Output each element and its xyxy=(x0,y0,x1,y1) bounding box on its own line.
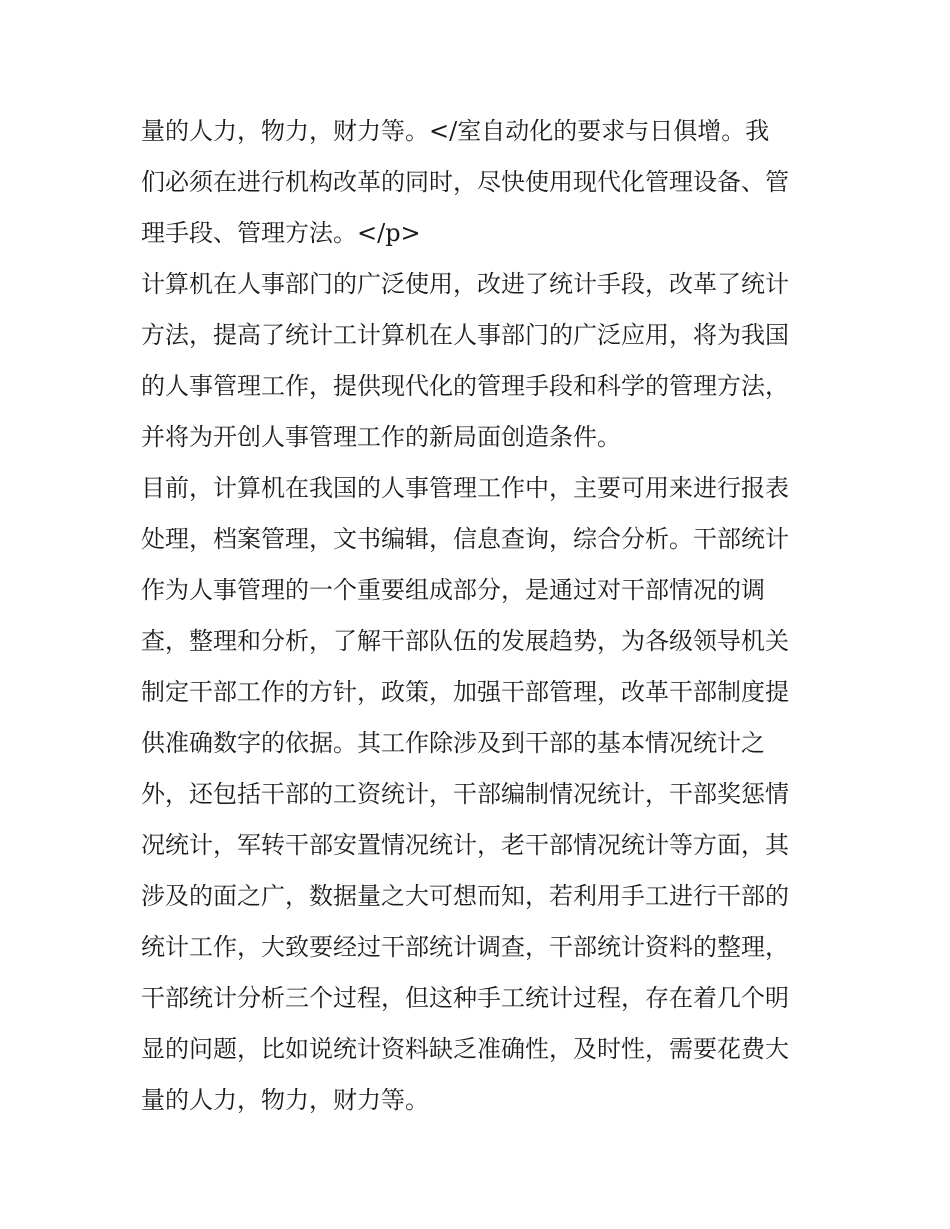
text-line: 量的人力，物力，财力等。 xyxy=(141,1086,429,1114)
text-line: 显的问题，比如说统计资料缺乏准确性，及时性，需要花费大 xyxy=(141,1035,789,1063)
text-line: 供准确数字的依据。其工作除涉及到干部的基本情况统计之 xyxy=(141,729,765,757)
text-line: 理手段、管理方法。</p> xyxy=(141,219,421,247)
text-line: 方法，提高了统计工计算机在人事部门的广泛应用，将为我国 xyxy=(141,321,789,349)
text-line: 们必须在进行机构改革的同时，尽快使用现代化管理设备、管 xyxy=(141,168,789,196)
text-line: 的人事管理工作，提供现代化的管理手段和科学的管理方法， xyxy=(141,372,789,400)
text-line: 查，整理和分析，了解干部队伍的发展趋势，为各级领导机关 xyxy=(141,627,789,655)
text-line: 处理，档案管理，文书编辑，信息查询，综合分析。干部统计 xyxy=(141,525,789,553)
text-line: 量的人力，物力，财力等。</室自动化的要求与日俱增。我 xyxy=(141,117,770,145)
text-line: 制定干部工作的方针，政策，加强干部管理，改革干部制度提 xyxy=(141,678,789,706)
text-line: 并将为开创人事管理工作的新局面创造条件。 xyxy=(141,423,621,451)
document-body xyxy=(141,106,813,1126)
text-line: 作为人事管理的一个重要组成部分，是通过对干部情况的调 xyxy=(141,576,765,604)
text-line: 干部统计分析三个过程，但这种手工统计过程，存在着几个明 xyxy=(141,984,789,1012)
text-line: 计算机在人事部门的广泛使用，改进了统计手段，改革了统计 xyxy=(141,270,789,298)
text-line: 目前，计算机在我国的人事管理工作中，主要可用来进行报表 xyxy=(141,474,789,502)
text-line: 统计工作，大致要经过干部统计调查，干部统计资料的整理， xyxy=(141,933,789,961)
text-line: 外，还包括干部的工资统计，干部编制情况统计，干部奖惩情 xyxy=(141,780,789,808)
text-line: 涉及的面之广，数据量之大可想而知，若利用手工进行干部的 xyxy=(141,882,789,910)
text-line: 况统计，军转干部安置情况统计，老干部情况统计等方面，其 xyxy=(141,831,789,859)
